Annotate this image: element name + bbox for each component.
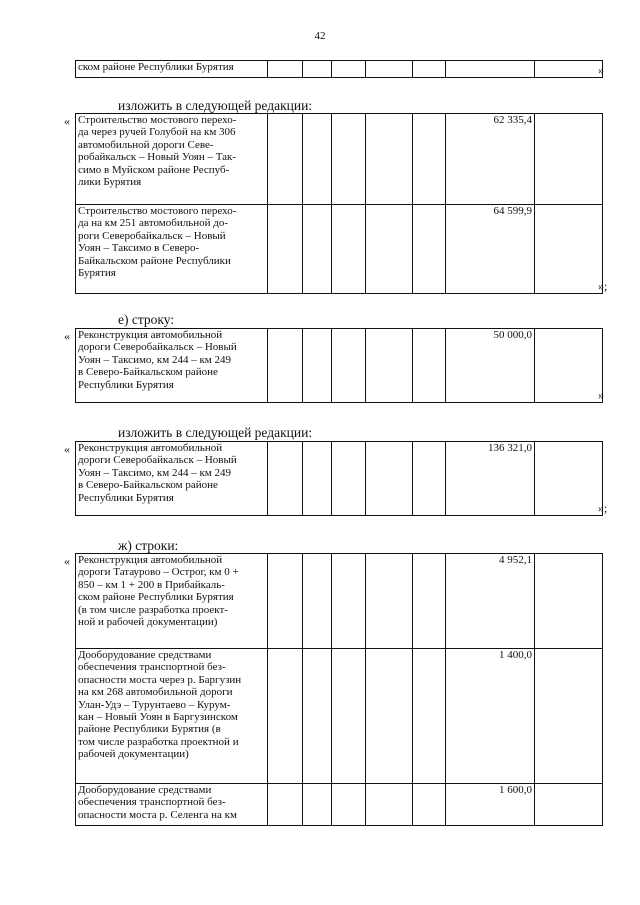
empty-cell xyxy=(413,784,446,826)
empty-cell xyxy=(535,329,603,403)
empty-cell xyxy=(413,61,446,78)
section-heading: ж) строки: xyxy=(118,538,179,553)
empty-cell xyxy=(535,205,603,294)
section-heading: изложить в следующей редакции: xyxy=(118,425,313,440)
amount-cell xyxy=(446,61,535,78)
empty-cell xyxy=(303,61,332,78)
empty-cell xyxy=(332,442,366,516)
table-row xyxy=(76,554,603,649)
closing-quote: » xyxy=(598,63,604,77)
empty-cell xyxy=(535,61,603,78)
object-name-cell: Строительство мостового перехо- да через ручей Голубой на км 306 автомобильной дороги Севе- робайкальск – Новый Уоян – Так- симо в Муйском районе Респуб- лики Бурятия xyxy=(76,114,268,205)
table-row xyxy=(76,442,603,516)
empty-cell xyxy=(303,554,332,649)
empty-cell xyxy=(268,61,303,78)
table-row xyxy=(76,784,603,826)
empty-cell xyxy=(332,784,366,826)
object-name-cell: Реконструкция автомобильной дороги Татаурово – Острог, км 0 + 850 – км 1 + 200 в Прибайкаль- ском районе Республики Бурятия (в том числе разработка проект- ной и рабочей документации) xyxy=(76,554,268,649)
empty-cell xyxy=(268,784,303,826)
empty-cell xyxy=(366,649,413,784)
empty-cell xyxy=(535,784,603,826)
empty-cell xyxy=(413,114,446,205)
opening-quote: « xyxy=(64,442,70,456)
opening-quote: « xyxy=(64,554,70,568)
table-row xyxy=(76,205,603,294)
empty-cell xyxy=(332,329,366,403)
object-name-cell: ском районе Республики Бурятия xyxy=(76,61,268,78)
empty-cell xyxy=(268,649,303,784)
amount-cell: 4 952,1 xyxy=(446,554,535,649)
budget-table xyxy=(75,328,603,403)
empty-cell xyxy=(366,329,413,403)
amount-cell: 62 335,4 xyxy=(446,114,535,205)
empty-cell xyxy=(332,205,366,294)
page-number: 42 xyxy=(314,30,326,42)
empty-cell xyxy=(268,114,303,205)
amount-cell: 50 000,0 xyxy=(446,329,535,403)
budget-table xyxy=(75,113,603,294)
empty-cell xyxy=(366,205,413,294)
empty-cell xyxy=(366,784,413,826)
empty-cell xyxy=(332,61,366,78)
empty-cell xyxy=(413,205,446,294)
empty-cell xyxy=(332,554,366,649)
empty-cell xyxy=(332,114,366,205)
empty-cell xyxy=(535,442,603,516)
table-row xyxy=(76,61,603,78)
object-name-cell: Строительство мостового перехо- да на км 251 автомобильной до- роги Северобайкальск – Новый Уоян – Таксимо в Северо- Байкальском районе Республики Бурятия xyxy=(76,205,268,294)
object-name-cell: Дооборудование средствами обеспечения транспортной без- опасности моста через р. Баргузин на км 268 автомобильной дороги Улан-Удэ – Турунтаево – Курум- кан – Новый Уоян в Баргузинском районе Республики Бурятия (в том числе разработка проектной и рабочей документации) xyxy=(76,649,268,784)
section-heading: изложить в следующей редакции: xyxy=(118,98,313,113)
empty-cell xyxy=(268,205,303,294)
section-heading: е) строку: xyxy=(118,312,175,327)
closing-quote: » xyxy=(598,388,604,402)
budget-table xyxy=(75,60,603,78)
table-row xyxy=(76,329,603,403)
budget-table xyxy=(75,553,603,826)
opening-quote: « xyxy=(64,114,70,128)
empty-cell xyxy=(303,114,332,205)
amount-cell: 1 400,0 xyxy=(446,649,535,784)
empty-cell xyxy=(268,329,303,403)
empty-cell xyxy=(268,554,303,649)
empty-cell xyxy=(303,784,332,826)
opening-quote: « xyxy=(64,329,70,343)
object-name-cell: Реконструкция автомобильной дороги Северобайкальск – Новый Уоян – Таксимо, км 244 – км 249 в Северо-Байкальском районе Республики Бурятия xyxy=(76,329,268,403)
empty-cell xyxy=(535,649,603,784)
empty-cell xyxy=(413,442,446,516)
closing-quote: »; xyxy=(598,501,608,515)
empty-cell xyxy=(303,442,332,516)
budget-table xyxy=(75,441,603,516)
amount-cell: 64 599,9 xyxy=(446,205,535,294)
empty-cell xyxy=(303,649,332,784)
closing-quote: »; xyxy=(598,279,608,293)
object-name-cell: Дооборудование средствами обеспечения транспортной без- опасности моста р. Селенга на км xyxy=(76,784,268,826)
empty-cell xyxy=(332,649,366,784)
empty-cell xyxy=(303,205,332,294)
empty-cell xyxy=(268,442,303,516)
empty-cell xyxy=(366,61,413,78)
empty-cell xyxy=(303,329,332,403)
empty-cell xyxy=(366,114,413,205)
table-row xyxy=(76,114,603,205)
empty-cell xyxy=(366,442,413,516)
empty-cell xyxy=(413,329,446,403)
object-name-cell: Реконструкция автомобильной дороги Северобайкальск – Новый Уоян – Таксимо, км 244 – км 249 в Северо-Байкальском районе Республики Бурятия xyxy=(76,442,268,516)
table-row xyxy=(76,649,603,784)
empty-cell xyxy=(413,649,446,784)
empty-cell xyxy=(366,554,413,649)
amount-cell: 136 321,0 xyxy=(446,442,535,516)
empty-cell xyxy=(535,114,603,205)
empty-cell xyxy=(535,554,603,649)
empty-cell xyxy=(413,554,446,649)
amount-cell: 1 600,0 xyxy=(446,784,535,826)
